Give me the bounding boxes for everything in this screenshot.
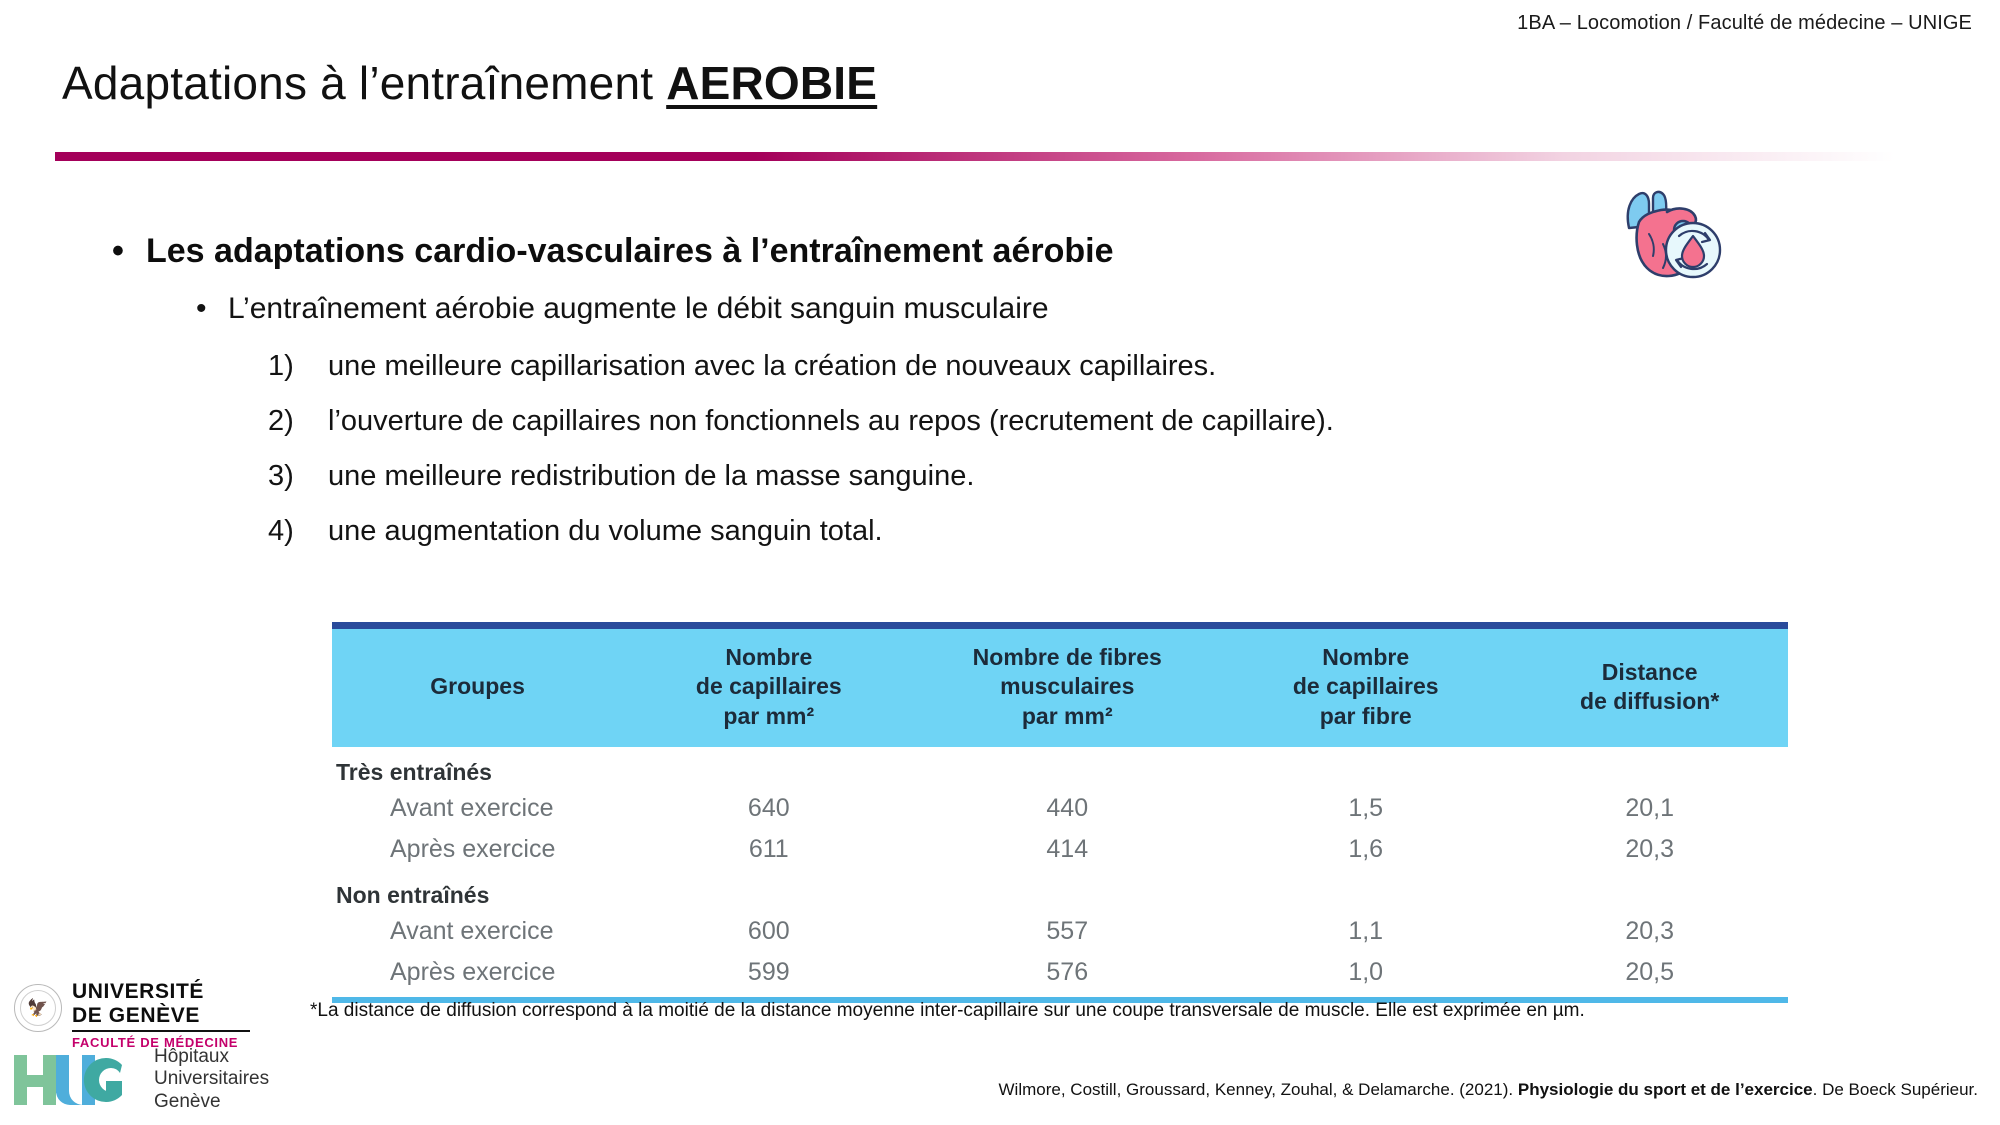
table-row xyxy=(332,788,1788,829)
list-item-text: une meilleure redistribution de la masse sanguine. xyxy=(328,460,975,492)
course-header: 1BA – Locomotion / Faculté de médecine – UNIGE xyxy=(1517,12,1972,34)
table-row xyxy=(332,829,1788,870)
list-item-text: une meilleure capillarisation avec la création de nouveaux capillaires. xyxy=(328,350,1217,382)
unige-faculty: FACULTÉ DE MÉDECINE xyxy=(72,1034,239,1050)
list-item xyxy=(268,350,1868,383)
list-item xyxy=(268,460,1868,493)
hug-line3: Genève xyxy=(154,1090,221,1112)
citation-prefix: Wilmore, Costill, Groussard, Kenney, Zouhal, & Delamarche. (2021). xyxy=(998,1080,1518,1099)
column-header-line: Groupes xyxy=(430,673,525,700)
citation-work-title: Physiologie du sport et de l’exercice xyxy=(1517,1080,1813,1099)
source-citation xyxy=(999,1080,1978,1100)
list-item-text: l’ouverture de capillaires non fonctionnels au repos (recrutement de capillaire). xyxy=(328,405,1334,437)
column-header-groupes xyxy=(332,629,623,747)
hug-logo xyxy=(12,1046,269,1113)
bullet-level2-text: L’entraînement aérobie augmente le débit sanguin musculaire xyxy=(228,292,1049,325)
bullet-level2 xyxy=(196,292,1049,326)
table-group-row xyxy=(332,747,1788,788)
unige-logo xyxy=(14,980,250,1050)
hug-logo-text xyxy=(154,1046,269,1113)
cell-capillaires-mm2: 611 xyxy=(748,835,789,864)
cell-fibres-mm2: 414 xyxy=(1046,835,1089,864)
bullet-marker-icon: • xyxy=(112,232,124,270)
unige-divider xyxy=(72,1030,250,1032)
list-item xyxy=(268,515,1868,548)
cell-capillaires-fibre: 1,6 xyxy=(1348,835,1384,864)
cell-distance-diffusion: 20,1 xyxy=(1625,794,1674,823)
list-item-number: 4) xyxy=(268,515,294,547)
table-body xyxy=(332,747,1788,993)
table-head xyxy=(332,629,1788,747)
cell-capillaires-fibre: 1,1 xyxy=(1348,917,1384,946)
hug-line2: Universitaires xyxy=(154,1068,270,1090)
title-divider xyxy=(55,152,1895,161)
column-header-line: Distance xyxy=(1601,658,1698,685)
column-header-line: par mm² xyxy=(1021,702,1113,729)
cell-capillaires-mm2: 599 xyxy=(747,958,790,987)
cell-fibres-mm2: 576 xyxy=(1046,958,1089,987)
table-group-row xyxy=(332,870,1788,911)
list-item-text: une augmentation du volume sanguin total. xyxy=(328,515,883,547)
column-header-line: de capillaires xyxy=(1292,673,1439,700)
column-header-line: Nombre de fibres xyxy=(972,644,1162,670)
row-label: Avant exercice xyxy=(390,917,554,946)
column-header-capillaires-mm2 xyxy=(623,629,914,747)
hug-line1: Hôpitaux xyxy=(154,1046,229,1067)
cell-capillaires-mm2: 640 xyxy=(747,794,790,823)
column-header-fibres-mm2 xyxy=(914,629,1220,747)
page-title-emphasis: AEROBIE xyxy=(666,57,878,109)
table-row xyxy=(332,911,1788,952)
unige-logo-text xyxy=(72,980,250,1050)
table-row xyxy=(332,952,1788,993)
citation-suffix: . De Boeck Supérieur. xyxy=(1812,1080,1978,1099)
column-header-line: musculaires xyxy=(1000,673,1135,700)
row-label: Après exercice xyxy=(390,835,556,864)
bullet-level1-text: Les adaptations cardio-vasculaires à l’entraînement aérobie xyxy=(146,232,1114,270)
column-header-capillaires-fibre xyxy=(1220,629,1511,747)
table xyxy=(332,629,1788,993)
cell-distance-diffusion: 20,3 xyxy=(1625,835,1674,864)
unige-line1: UNIVERSITÉ xyxy=(72,980,205,1003)
table-footnote: *La distance de diffusion correspond à la moitié de la distance moyenne inter-capillaire sur une coupe transversale de muscle. Elle est exprimée en µm. xyxy=(310,1000,1585,1021)
cell-distance-diffusion: 20,5 xyxy=(1625,958,1674,987)
cell-fibres-mm2: 557 xyxy=(1046,917,1089,946)
hug-mark-icon xyxy=(12,1051,140,1109)
list-item-number: 1) xyxy=(268,350,294,382)
column-header-line: Nombre xyxy=(725,644,813,670)
unige-line2: DE GENÈVE xyxy=(72,1003,200,1027)
table-top-border xyxy=(332,622,1788,629)
cell-capillaires-fibre: 1,0 xyxy=(1348,958,1384,987)
column-header-distance-diffusion xyxy=(1511,629,1788,747)
column-header-line: de capillaires xyxy=(695,673,842,700)
row-label: Avant exercice xyxy=(390,794,554,823)
list-item-number: 2) xyxy=(268,405,294,437)
list-item xyxy=(268,405,1868,438)
cell-distance-diffusion: 20,3 xyxy=(1625,917,1674,946)
numbered-list xyxy=(268,350,1868,570)
cell-capillaires-mm2: 600 xyxy=(747,917,790,946)
bullet-level1 xyxy=(112,232,1113,271)
column-header-line: par mm² xyxy=(723,702,815,729)
column-header-line: Nombre xyxy=(1322,644,1410,670)
row-label: Après exercice xyxy=(390,958,556,987)
group-label: Non entraînés xyxy=(336,882,490,909)
group-label: Très entraînés xyxy=(336,759,492,786)
cell-fibres-mm2: 440 xyxy=(1046,794,1089,823)
heart-circulation-icon xyxy=(1605,182,1729,292)
page-title xyxy=(62,56,877,110)
capillarisation-table xyxy=(332,622,1788,1003)
table-header-row xyxy=(332,629,1788,747)
column-header-line: par fibre xyxy=(1319,702,1412,729)
unige-seal-icon xyxy=(14,984,62,1032)
bullet-marker-icon: • xyxy=(196,292,207,325)
list-item-number: 3) xyxy=(268,460,294,492)
page-title-plain: Adaptations à l’entraînement xyxy=(62,57,667,109)
cell-capillaires-fibre: 1,5 xyxy=(1348,794,1384,823)
column-header-line: de diffusion* xyxy=(1580,688,1720,715)
eagle-glyph-icon: 🦅 xyxy=(27,998,49,1018)
